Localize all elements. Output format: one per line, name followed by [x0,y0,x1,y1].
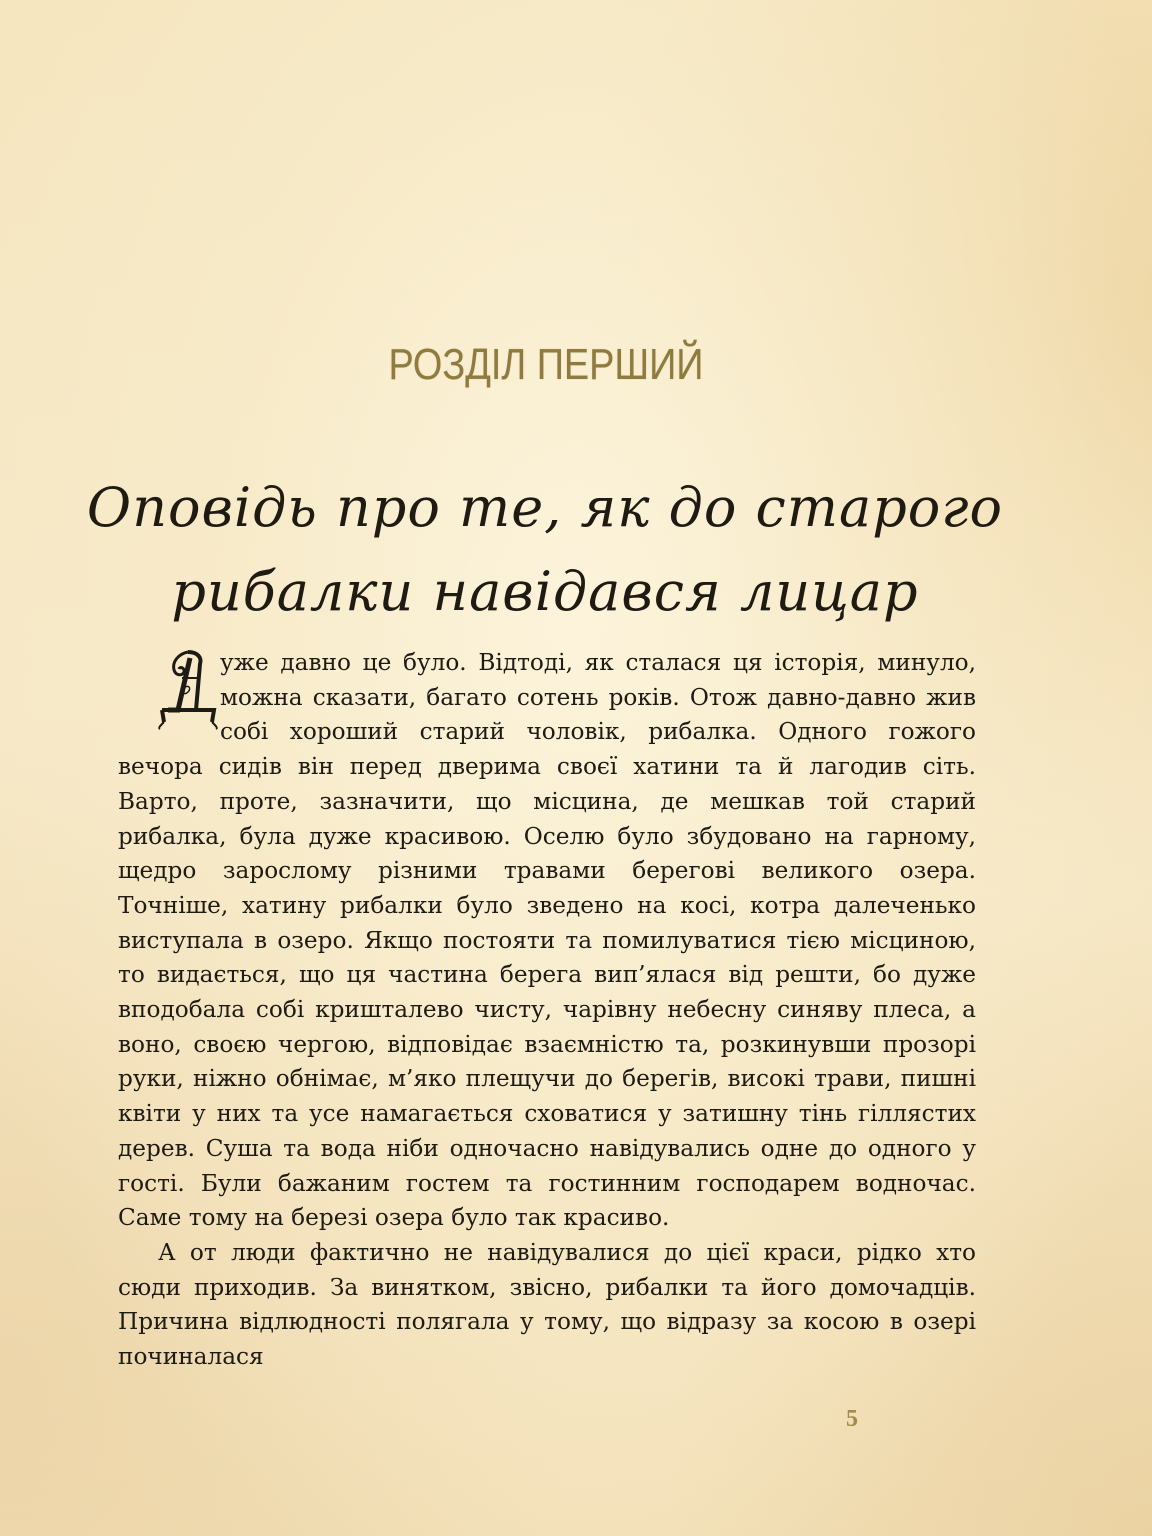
chapter-title: Оповідь про те, як до старого рибалки навідався лицар [86,476,1004,623]
chapter-label: РОЗДІЛ ПЕРШИЙ [388,340,704,389]
body-text [118,646,976,1375]
paragraph-2: А от люди фактично не навідувалися до цієї краси, рідко хто сюди приходив. За винятком, звісно, рибалки та його домочадців. Причина відлюдності полягала у тому, що відразу за косою в озері починалася [118,1238,976,1371]
paragraph-1 [118,646,976,1236]
page-number: 5 [846,1406,858,1432]
drop-cap-ornament [158,648,218,730]
paragraph-1-text: уже давно це було. Відтоді, як сталася ця історія, минуло, можна сказати, багато сотень років. Отож давно-давно жив собі хороший старий чоловік, рибалка. Одного гожого вечора сидів він перед дверима своєї хатини та й лагодив сіть. Варто, проте, зазначити, що місцина, де мешкав той старий рибалка, була дуже красивою. Оселю було збудовано на гарному, щедро зарослому різними травами береговi великого озера. Точніше, хатину рибалки було зведено на косі, котра далеченько виступала в озеро. Якщо постояти та помилуватися тією місциною, то видається, що ця частина берега вип’ялася від решти, бо дуже вподобала собі кришталево чисту, чарівну небесну синяву плеса, а воно, своєю чергою, відповідає взаємністю та, розкинувши прозорі руки, ніжно обнімає, м’яко плещучи до берегів, високі трави, пишні квіти у них та усе намагається сховатися у затишну тінь гіллястих дерев. Суша та вода ніби одночасно навідувались одне до одного у гості. Були бажаним гостем та гостинним господарем водночас. Саме тому на березі озера було так красиво. [118,649,976,1232]
